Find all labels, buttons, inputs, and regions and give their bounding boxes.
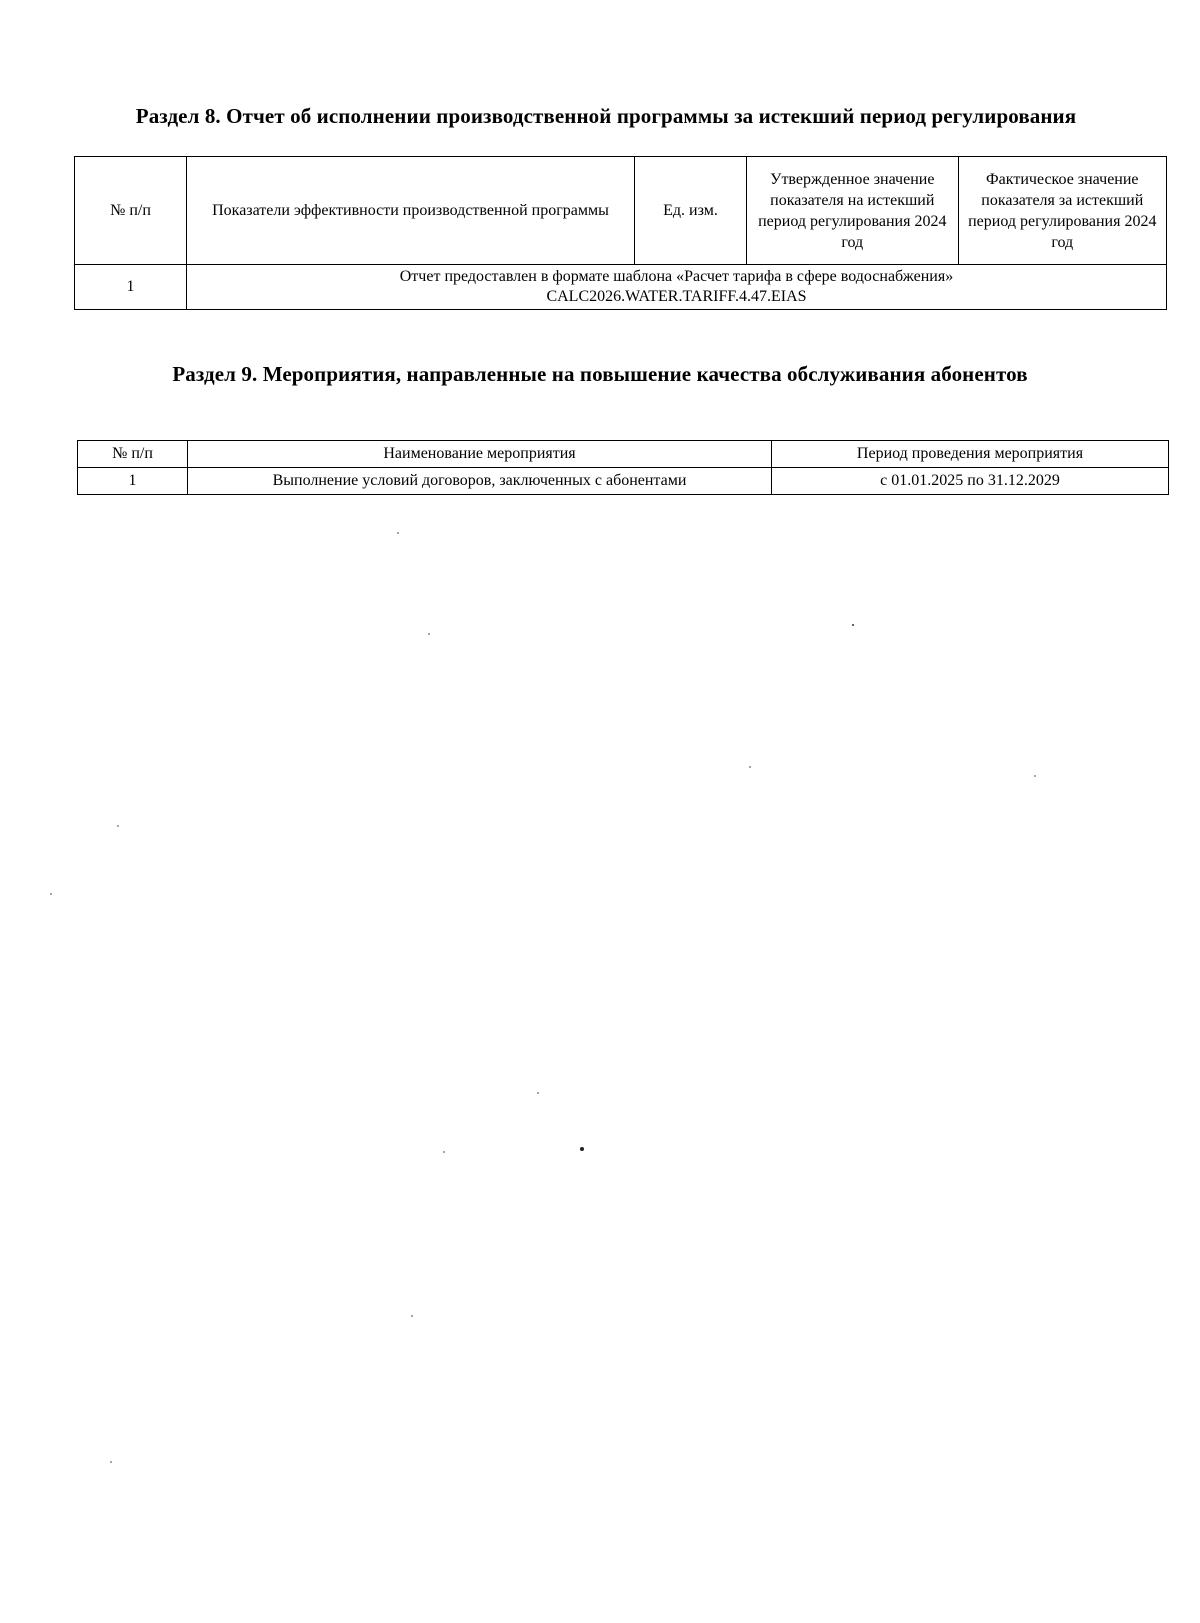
table-header-row [78, 441, 1169, 468]
header-period: Период проведения мероприятия [772, 441, 1169, 468]
header-unit: Ед. изм. [635, 157, 747, 265]
header-num: № п/п [78, 441, 188, 468]
section-9-title: Раздел 9. Мероприятия, направленные на повышение качества обслуживания абонентов [172, 362, 1028, 386]
scan-speck [749, 766, 751, 768]
header-approved [747, 157, 959, 265]
section-8-table [74, 156, 1167, 310]
scan-speck [110, 1461, 112, 1463]
header-name: Наименование мероприятия [188, 441, 772, 468]
scan-speck [117, 825, 119, 827]
header-num: № п/п [75, 157, 187, 265]
row-report-line-1: Отчет предоставлен в формате шаблона «Расчет тарифа в сфере водоснабжения» [399, 268, 954, 285]
header-indicator [187, 157, 635, 265]
scan-speck [852, 624, 854, 626]
scan-speck [1034, 775, 1036, 777]
scan-speck [428, 633, 430, 635]
scan-speck [50, 893, 52, 895]
row-period: с 01.01.2025 по 31.12.2029 [772, 468, 1169, 495]
table-row [78, 468, 1169, 495]
scan-speck [443, 1151, 445, 1153]
header-actual-text: Фактическое значение показателя за истекший период регулирования 2024 год [968, 170, 1157, 251]
scan-speck [397, 532, 399, 534]
table-header-row [75, 157, 1167, 265]
row-num: 1 [75, 265, 187, 310]
row-report-line-2: CALC2026.WATER.TARIFF.4.47.EIAS [546, 288, 807, 305]
section-8-title: Раздел 8. Отчет об исполнении производственной программы за истекший период регулирования [135, 104, 1077, 128]
scan-speck [537, 1092, 539, 1094]
row-name: Выполнение условий договоров, заключенных с абонентами [188, 468, 772, 495]
row-num: 1 [78, 468, 188, 495]
table-row [75, 265, 1167, 310]
header-approved-text: Утвержденное значение показателя на истекший период регулирования 2024 год [758, 170, 947, 251]
header-indicator-text: Показатели эффективности производственной программы [212, 202, 609, 219]
scan-speck [411, 1315, 413, 1317]
section-9-table [77, 440, 1169, 495]
header-actual [958, 157, 1166, 265]
row-report-text [187, 265, 1167, 310]
scan-speck [580, 1147, 584, 1151]
